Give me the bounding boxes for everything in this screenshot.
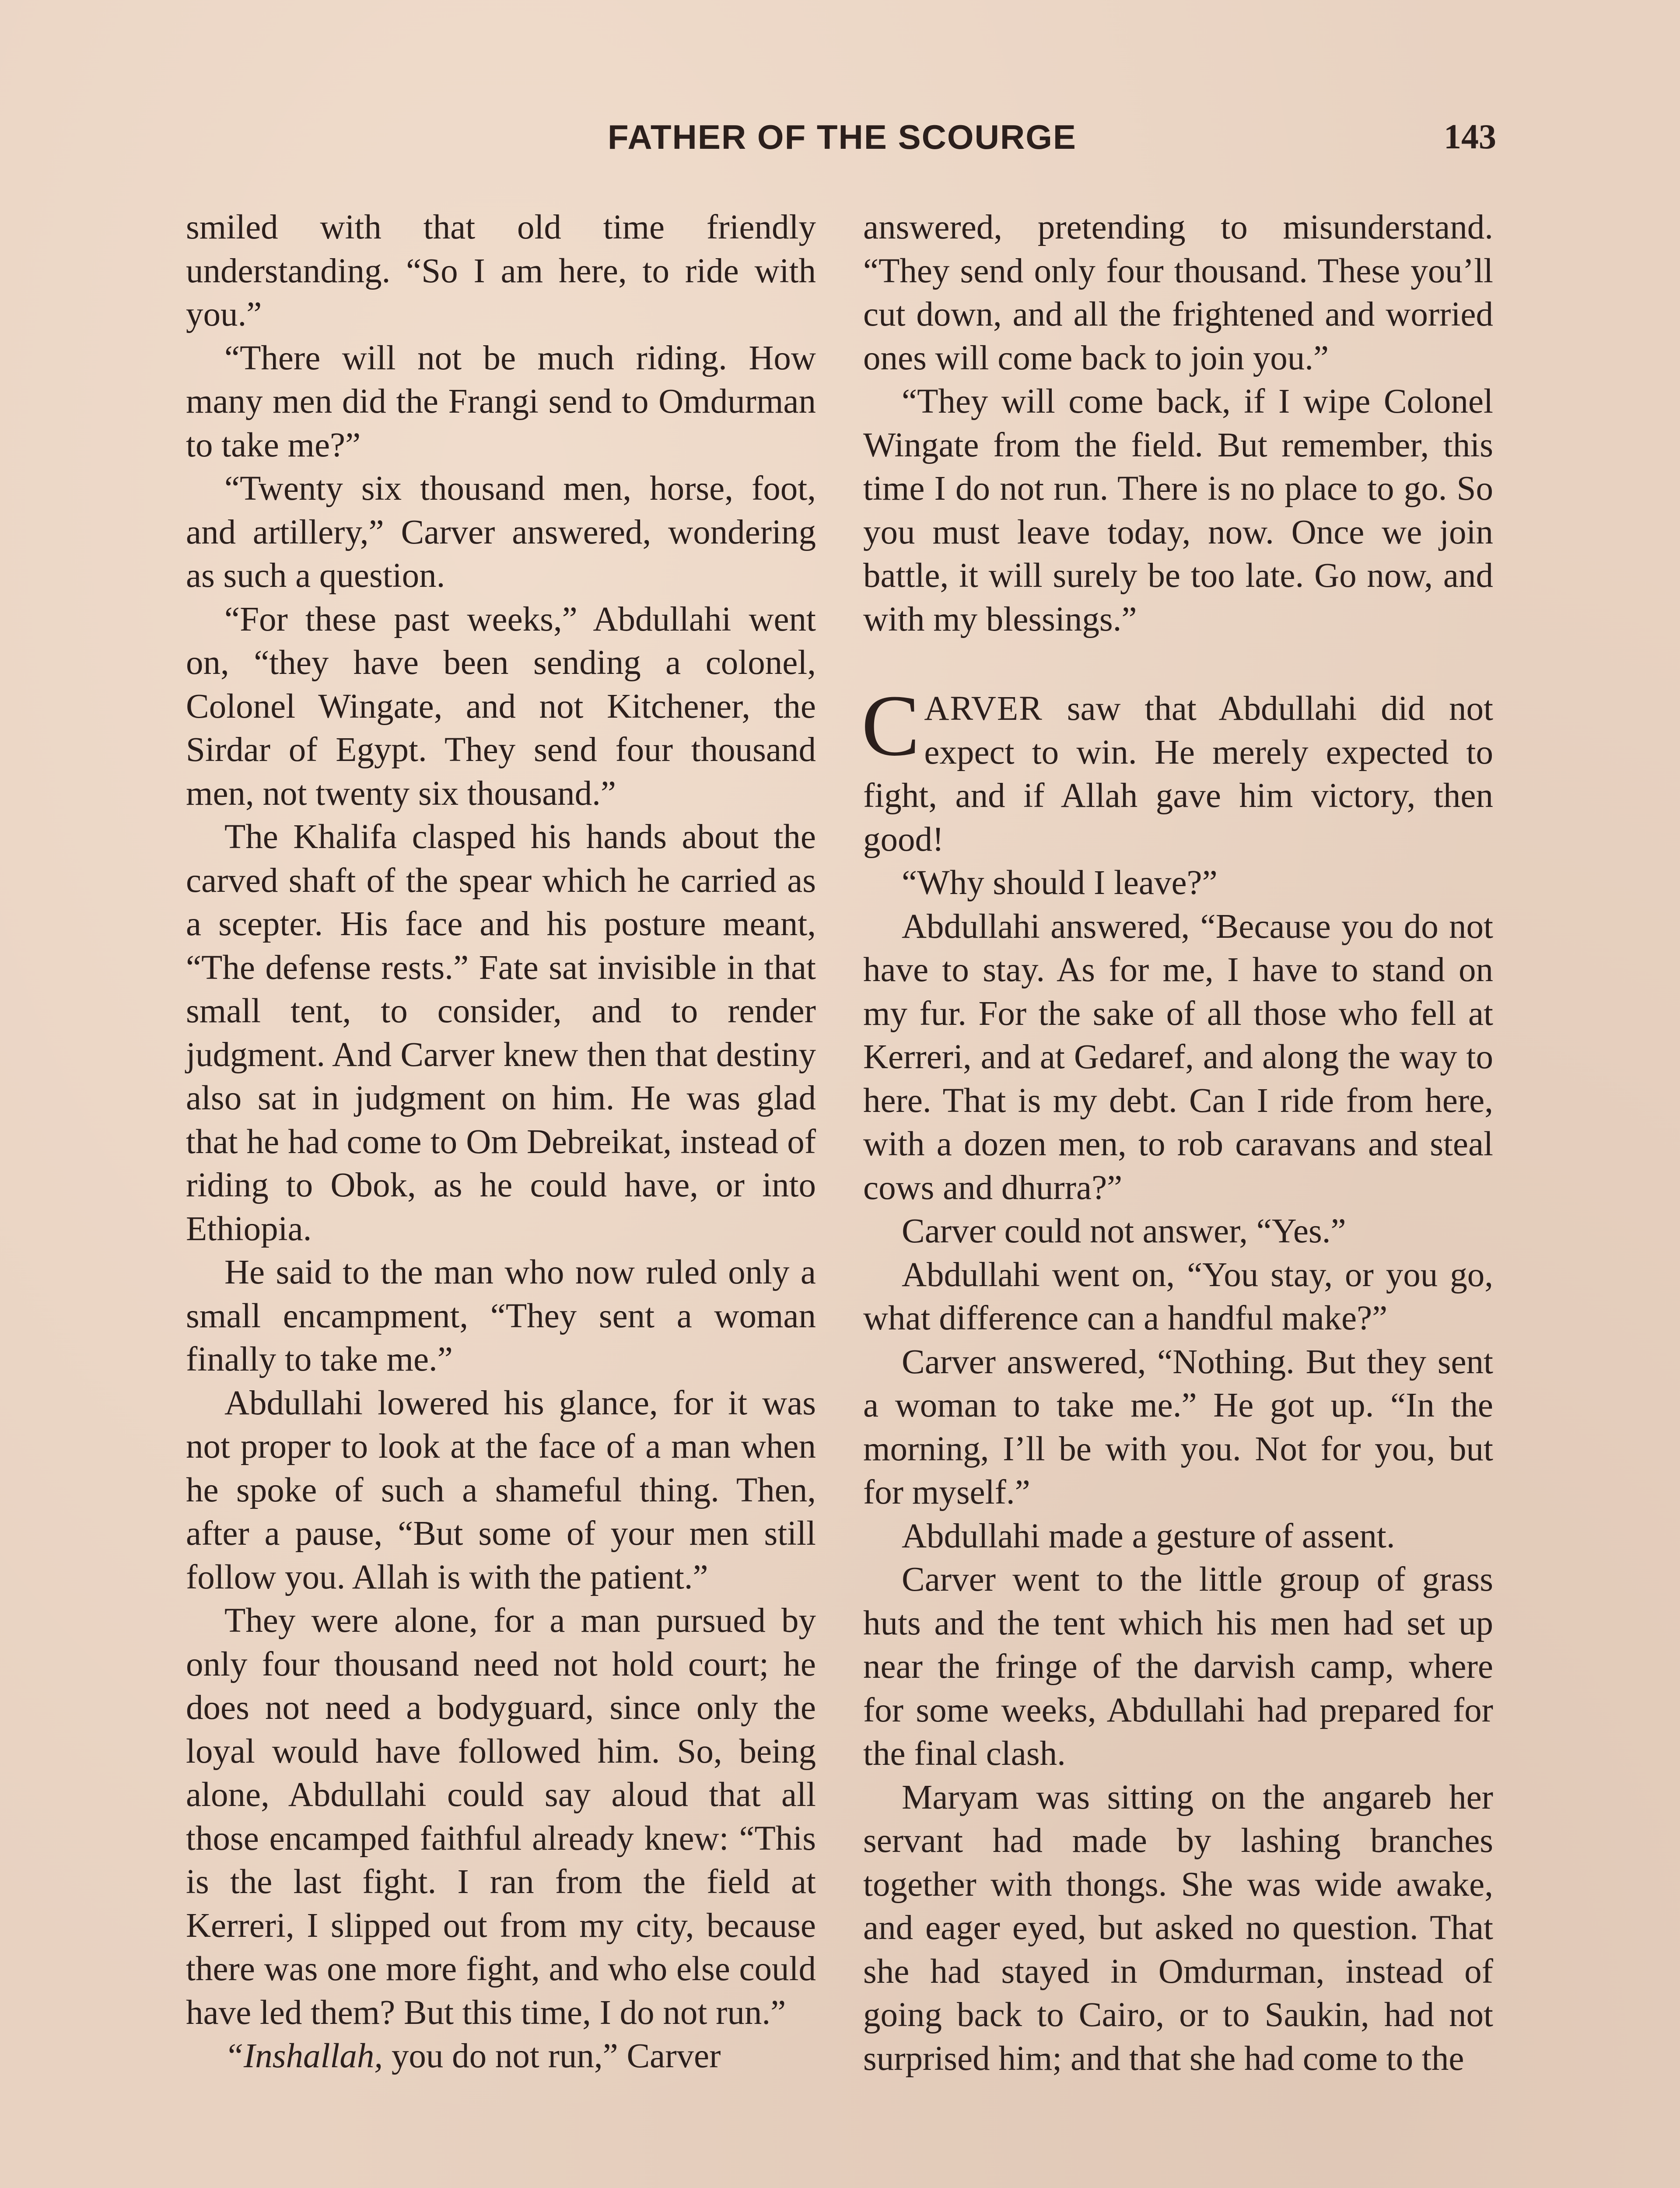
paragraph: He said to the man who now ruled only a small encampment, “They sent a woman finally to take me.” [186, 1253, 816, 1378]
paragraph: “Why should I leave?” [902, 864, 1218, 902]
paragraph-text: you do not run,” Carver [383, 2037, 721, 2075]
paragraph: “There will not be much riding. How many men did the Frangi send to Omdurman to take me?” [186, 339, 816, 464]
paragraph: Carver answered, “Nothing. But they sent a woman to take me.” He got up. “In the morning, I’ll be with you. Not for you, but for myself.” [863, 1343, 1493, 1511]
paragraph: Carver went to the little group of grass huts and the tent which his men had set up near the fringe of the darvish camp, where for some weeks, Abdullahi had prepared for the final clash. [863, 1560, 1493, 1773]
small-caps-word: ARVER [924, 690, 1043, 728]
paragraph: Carver could not answer, “Yes.” [902, 1212, 1346, 1250]
left-column [186, 206, 816, 2078]
paragraph: Maryam was sitting on the angareb her servant had made by lashing branches together with thongs. She was wide awake, and eager eyed, but asked no question. That she had stayed in Omdurman, instead of going back to Cairo, or to Saukin, had not surprised him; and that she had come to the [863, 1778, 1493, 2078]
page-number: 143 [1444, 118, 1496, 156]
paragraph-continued [186, 2034, 816, 2078]
paragraph: Abdullahi lowered his glance, for it was not proper to look at the face of a man when he spoke of such a shameful thing. Then, after a pause, “But some of your men still follow you. Allah is with the patient.” [186, 1384, 816, 1596]
paragraph: “For these past weeks,” Abdullahi went on, “they have been sending a colonel, Colonel Wingate, and not Kitchener, the Sirdar of Egypt. They send four thousand men, not twenty six thousand.” [186, 600, 816, 813]
paragraph: “Twenty six thousand men, horse, foot, and artillery,” Carver answered, wondering as such a question. [186, 470, 816, 595]
paragraph: Abdullahi went on, “You stay, or you go, what difference can a handful make?” [863, 1255, 1493, 1337]
page-header [188, 117, 1496, 165]
paragraph: Abdullahi answered, “Because you do not have to stay. As for me, I have to stand on my fur. For the sake of all those who fell at Kerreri, and at Gedaref, and along the way to here. That is my debt. Can I ride from here, with a dozen men, to rob caravans and steal cows and dhurra?” [863, 907, 1493, 1207]
right-column [863, 206, 1493, 2080]
paragraph: Abdullahi made a gesture of assent. [902, 1517, 1395, 1555]
paragraph-text: saw that Abdullahi did not expect to win. He merely expected to fight, and if Allah gave him victory, then good! [863, 690, 1493, 859]
paragraph: answered, pretending to misunderstand. “They send only four thousand. These you’ll cut down, and all the frightened and worried ones will come back to join you.” [863, 208, 1493, 377]
drop-cap: C [861, 677, 920, 774]
paragraph: “They will come back, if I wipe Colonel Wingate from the field. But remember, this time I do not run. There is no place to go. So you must leave today, now. Once we join battle, it will surely be too late. Go now, and with my blessings.” [863, 382, 1493, 638]
paragraph: They were alone, for a man pursued by only four thousand need not hold court; he does not need a bodyguard, since only the loyal would have followed him. So, being alone, Abdullahi could say aloud that all those encamped faithful already knew: “This is the last fight. I ran from the field at Kerreri, I slipped out from my city, because there was one more fight, and who else could have led them? But this time, I do not run.” [186, 1602, 816, 2032]
paragraph: The Khalifa clasped his hands about the carved shaft of the spear which he carried as a scepter. His face and his posture meant, “The defense rests.” Fate sat invisible in that small tent, to consider, and to render judgment. And Carver knew then that destiny also sat in judgment on him. He was glad that he had come to Om Debreikat, instead of riding to Obok, as he could have, or into Ethiopia. [186, 818, 816, 1248]
italic-word: “Inshallah, [224, 2037, 383, 2075]
running-head: FATHER OF THE SCOURGE [608, 118, 1077, 156]
paragraph: smiled with that old time friendly understanding. “So I am here, to ride with you.” [186, 208, 816, 333]
section-start-paragraph [861, 677, 1493, 861]
